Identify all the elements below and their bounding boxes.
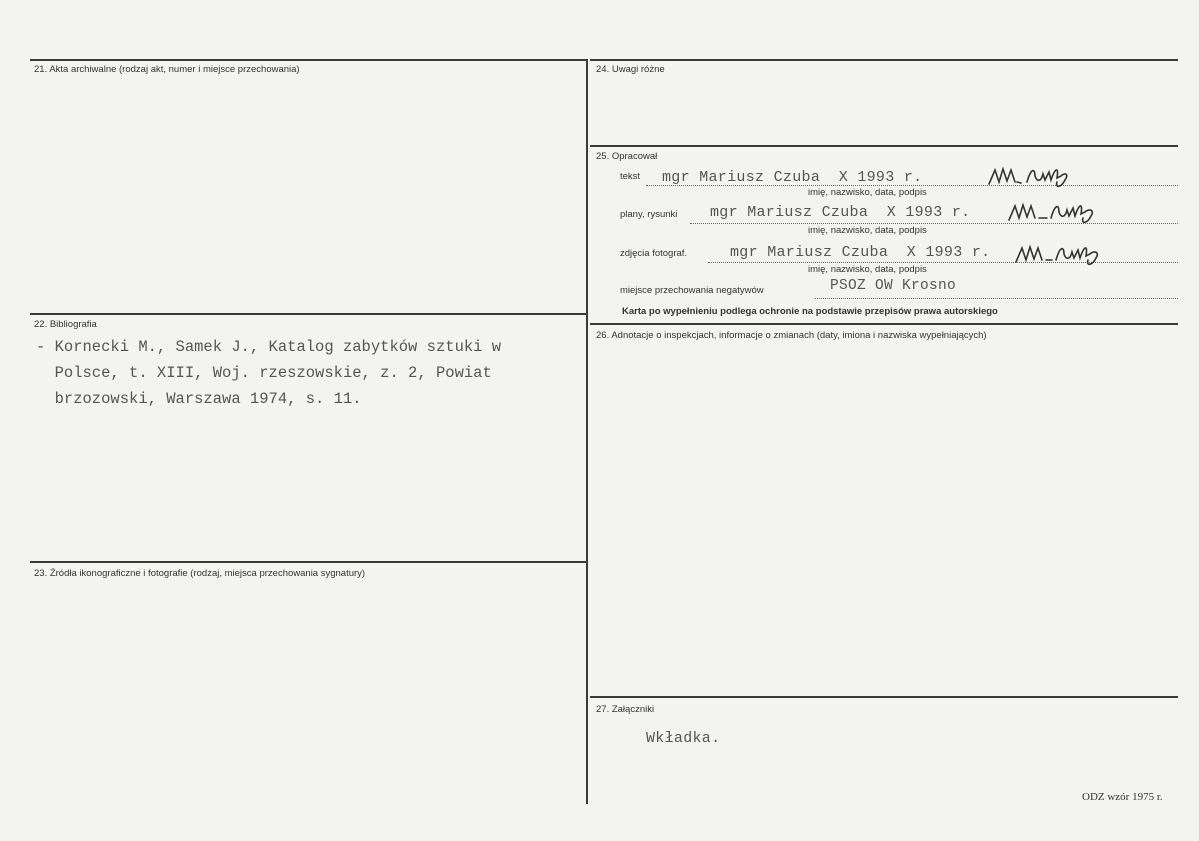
zdjecia-label: zdjęcia fotograf. (620, 248, 688, 259)
zdjecia-caption: imię, nazwisko, data, podpis (808, 264, 927, 275)
form-version-label: ODZ wzór 1975 r. (1082, 791, 1163, 803)
bibliography-line-2: Polsce, t. XIII, Woj. rzeszowskie, z. 2, Powiat (36, 364, 492, 382)
signature-1 (985, 162, 1095, 190)
section-23-label: 23. Źródła ikonograficzne i fotografie (rodzaj, miejsca przechowania sygnatury) (34, 568, 366, 579)
plany-label: plany, rysunki (620, 209, 678, 220)
divider-vertical (586, 59, 588, 804)
signature-3 (1012, 240, 1132, 268)
section-25-label: 25. Opracował (596, 151, 658, 162)
section-27-label: 27. Załączniki (596, 704, 655, 715)
bibliography-entry (36, 334, 556, 412)
signature-2 (1005, 198, 1125, 226)
zdjecia-value: mgr Mariusz Czuba X 1993 r. (730, 244, 991, 261)
negatywy-label: miejsce przechowania negatywów (620, 285, 764, 296)
bibliography-line-3: brzozowski, Warszawa 1974, s. 11. (36, 390, 362, 408)
divider-27 (590, 696, 1178, 698)
section-21-label: 21. Akta archiwalne (rodzaj akt, numer i miejsce przechowania) (34, 64, 300, 75)
attachments-value: Wkładka. (646, 730, 721, 747)
tekst-value: mgr Mariusz Czuba X 1993 r. (662, 169, 923, 186)
divider-26 (590, 323, 1178, 325)
tekst-label: tekst (620, 171, 641, 182)
plany-caption: imię, nazwisko, data, podpis (808, 225, 927, 236)
section-26-label: 26. Adnotacje o inspekcjach, informacje o zmianach (daty, imiona i nazwiska wypełniających) (596, 330, 987, 341)
section-24-label: 24. Uwagi różne (596, 64, 665, 75)
divider-22 (30, 313, 586, 315)
section-22-label: 22. Bibliografia (34, 319, 97, 330)
negatywy-dotted-line (815, 298, 1178, 299)
tekst-caption: imię, nazwisko, data, podpis (808, 187, 927, 198)
divider-23 (30, 561, 586, 563)
plany-value: mgr Mariusz Czuba X 1993 r. (710, 204, 971, 221)
divider-25 (590, 145, 1178, 147)
divider-top-right (590, 59, 1178, 61)
negatywy-value: PSOZ OW Krosno (830, 278, 957, 294)
copyright-notice: Karta po wypełnieniu podlega ochronie na podstawie przepisów prawa autorskiego (622, 306, 998, 317)
bibliography-line-1: - Kornecki M., Samek J., Katalog zabytków sztuki w (36, 338, 502, 356)
divider-top-left (30, 59, 586, 61)
